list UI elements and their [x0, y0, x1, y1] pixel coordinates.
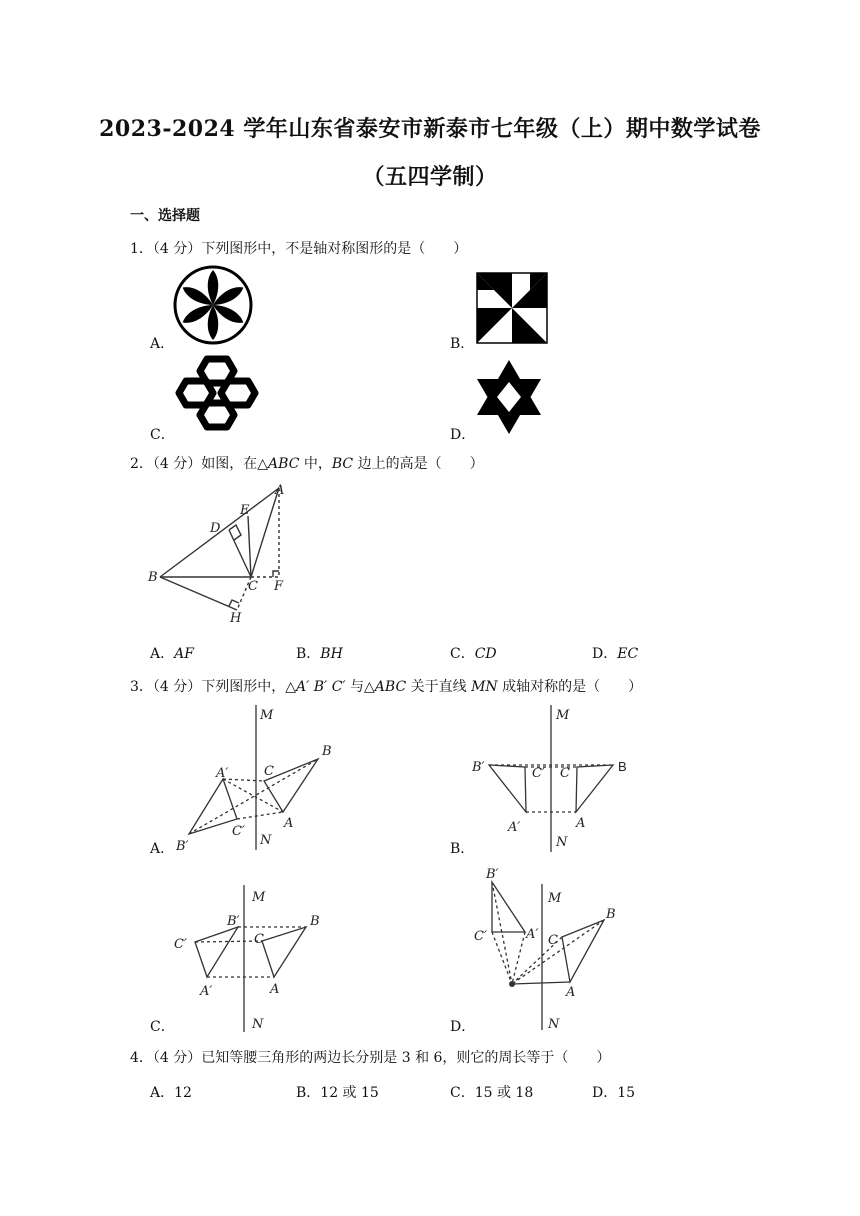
q3b-label-m: M — [556, 708, 570, 723]
q3-option-c-figure — [172, 885, 342, 1035]
q3c-label-b: B — [310, 914, 320, 929]
page-subtitle: （五四学制） — [362, 164, 498, 190]
q3b-label-b: B — [618, 759, 627, 774]
q3-option-a-label: A． — [150, 841, 175, 857]
q3a-label-a: A — [284, 816, 294, 831]
question-1-stem: 1．（4 分）下列图形中，不是轴对称图形的是（ ） — [130, 241, 468, 257]
q3-option-b-figure — [470, 705, 640, 855]
q3d-label-m: M — [548, 891, 562, 906]
q3a-label-c1: C′ — [232, 824, 245, 839]
q3-option-d-label: D． — [450, 1019, 476, 1035]
q2-option-b: B．BH — [296, 646, 343, 662]
q3c-label-m: M — [252, 890, 266, 905]
q2-label-h: H — [230, 611, 242, 626]
q3a-label-n: N — [260, 833, 272, 848]
q4-option-c: C．15 或 18 — [450, 1085, 534, 1101]
q2-label-f: F — [274, 579, 284, 594]
q1-option-b-label: B． — [450, 336, 475, 352]
q3-option-a-figure — [172, 705, 342, 855]
q3b-label-n: N — [556, 835, 568, 850]
q4-option-b: B．12 或 15 — [296, 1085, 379, 1101]
q3a-label-b1: B′ — [176, 839, 189, 854]
q1-option-d-figure — [475, 360, 543, 434]
q3a-label-b: B — [322, 744, 332, 759]
q2-label-b: B — [148, 570, 158, 585]
q3a-label-c: C — [264, 764, 274, 779]
question-2-stem: 2．（4 分）如图，在△ABC 中，BC 边上的高是（ ） — [130, 456, 484, 472]
q2-option-a: A．AF — [150, 646, 194, 662]
q1-option-a-label: A． — [150, 336, 175, 352]
q2-option-c: C．CD — [450, 646, 497, 662]
q1-option-b-figure — [476, 272, 548, 344]
q3-option-d-figure — [470, 862, 640, 1032]
q3c-label-a1: A′ — [200, 984, 213, 999]
q2-figure — [140, 480, 300, 625]
q2-option-d: D．EC — [592, 646, 639, 662]
q3c-label-a: A — [270, 982, 280, 997]
q3b-label-a1: A′ — [508, 820, 521, 835]
q3d-label-c: C — [548, 933, 558, 948]
page-title: 2023-2024 学年山东省泰安市新泰市七年级（上）期中数学试卷 — [99, 116, 761, 142]
q3c-label-c1: C′ — [174, 937, 187, 952]
q3d-label-a1: A′ — [526, 927, 539, 942]
q2-label-e: E — [240, 503, 250, 518]
question-3-stem: 3．（4 分）下列图形中，△A′ B′ C′ 与△ABC 关于直线 MN 成轴对称的是（ ） — [130, 679, 643, 695]
q1-option-c-figure — [174, 353, 260, 433]
q1-option-c-label: C． — [150, 427, 175, 443]
q3d-label-a: A — [566, 985, 576, 1000]
q2-label-a: A — [275, 483, 285, 498]
q2-label-c: C — [248, 579, 258, 594]
q3a-label-m: M — [260, 708, 274, 723]
q3c-label-b1: B′ — [227, 914, 240, 929]
section-heading: 一、选择题 — [130, 208, 200, 224]
q1-option-a-figure — [172, 264, 254, 346]
q3-option-c-label: C． — [150, 1019, 175, 1035]
q3d-label-b: B — [606, 907, 616, 922]
q3c-label-c: C — [254, 932, 264, 947]
q3a-label-a1: A′ — [216, 766, 229, 781]
q4-option-a: A．12 — [150, 1085, 192, 1101]
q3b-label-c: C — [560, 766, 570, 781]
q3c-label-n: N — [252, 1017, 264, 1032]
q4-option-d: D．15 — [592, 1085, 636, 1101]
q1-option-d-label: D． — [450, 427, 476, 443]
question-4-stem: 4．（4 分）已知等腰三角形的两边长分别是 3 和 6，则它的周长等于（ ） — [130, 1050, 611, 1066]
q3d-label-b1: B′ — [486, 867, 499, 882]
q3d-label-n: N — [548, 1017, 560, 1032]
q3b-label-c1: C′ — [532, 766, 545, 781]
q3-option-b-label: B． — [450, 841, 475, 857]
q3d-label-c1: C′ — [474, 929, 487, 944]
q2-label-d: D — [210, 521, 221, 536]
q3b-label-b1: B′ — [472, 760, 485, 775]
q3b-label-a: A — [576, 816, 586, 831]
